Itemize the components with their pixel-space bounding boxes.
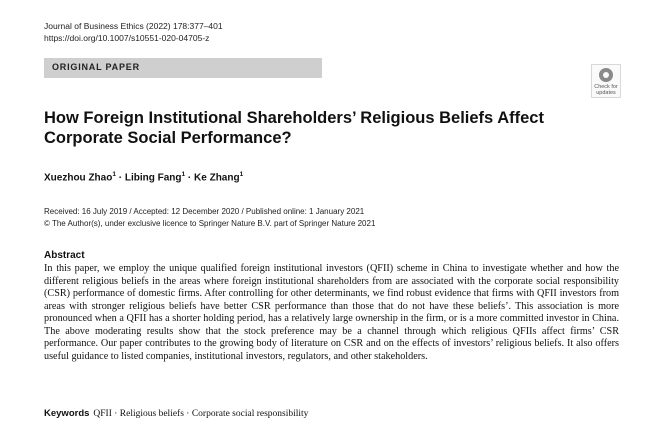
author-separator: · bbox=[115, 172, 125, 184]
author-affiliation: 1 bbox=[239, 171, 244, 178]
section-label: ORIGINAL PAPER bbox=[52, 62, 140, 72]
copyright-notice: © The Author(s), under exclusive licence to Springer Nature B.V. part of Springer Nature 2021 bbox=[44, 219, 376, 228]
check-for-updates-button[interactable] bbox=[591, 64, 621, 98]
keywords-label: Keywords bbox=[44, 408, 90, 419]
author-name[interactable]: Xuezhou Zhao bbox=[44, 172, 113, 184]
check-for-updates-icon bbox=[599, 68, 613, 82]
check-for-updates-label: Check for updates bbox=[594, 84, 618, 96]
paper-title-line-1: How Foreign Institutional Shareholders’ Religious Beliefs Affect bbox=[44, 109, 544, 127]
keywords-line bbox=[44, 408, 308, 419]
paper-title bbox=[44, 108, 604, 148]
journal-citation: Journal of Business Ethics (2022) 178:377–401 bbox=[44, 21, 223, 31]
journal-header bbox=[44, 20, 223, 44]
author-affiliation: 1 bbox=[112, 171, 116, 178]
abstract-body: In this paper, we employ the unique qualified foreign institutional investors (QFII) scheme in China to investigate whether and how the different religious beliefs in the areas where foreign institutional shareholders from are associated with the corporate social responsibility (CSR) performance of domestic firms. After controlling for other determinants, we find robust evidence that firms with QFII investors from areas with stronger religious beliefs have better CSR performance than those that do not have these beliefs’. This association is more pronounced when a QFII has a shorter holding period, has a relatively large ownership in the firm, or is a more committed investor in China. The above moderating results show that the stock preference may be a channel through which religious QFIIs affect firms’ CSR performance. Our paper contributes to the growing body of literature on CSR and on the effects of investors’ religious beliefs. It also offers useful guidance to listed companies, institutional investors, regulators, and other stakeholders. bbox=[44, 263, 619, 362]
keywords-list: QFII · Religious beliefs · Corporate social responsibility bbox=[93, 409, 309, 419]
paper-title-line-2: Corporate Social Performance? bbox=[44, 129, 292, 147]
author-name[interactable]: Libing Fang bbox=[124, 172, 182, 184]
author-affiliation: 1 bbox=[181, 171, 186, 178]
author-name[interactable]: Ke Zhang bbox=[194, 172, 240, 184]
author-list bbox=[44, 171, 243, 183]
author-separator: · bbox=[185, 172, 195, 184]
publication-dates: Received: 16 July 2019 / Accepted: 12 December 2020 / Published online: 1 January 2021 bbox=[44, 207, 365, 216]
doi-link[interactable]: https://doi.org/10.1007/s10551-020-04705-z bbox=[44, 33, 210, 43]
abstract-heading: Abstract bbox=[44, 250, 85, 261]
publication-history bbox=[44, 206, 375, 230]
